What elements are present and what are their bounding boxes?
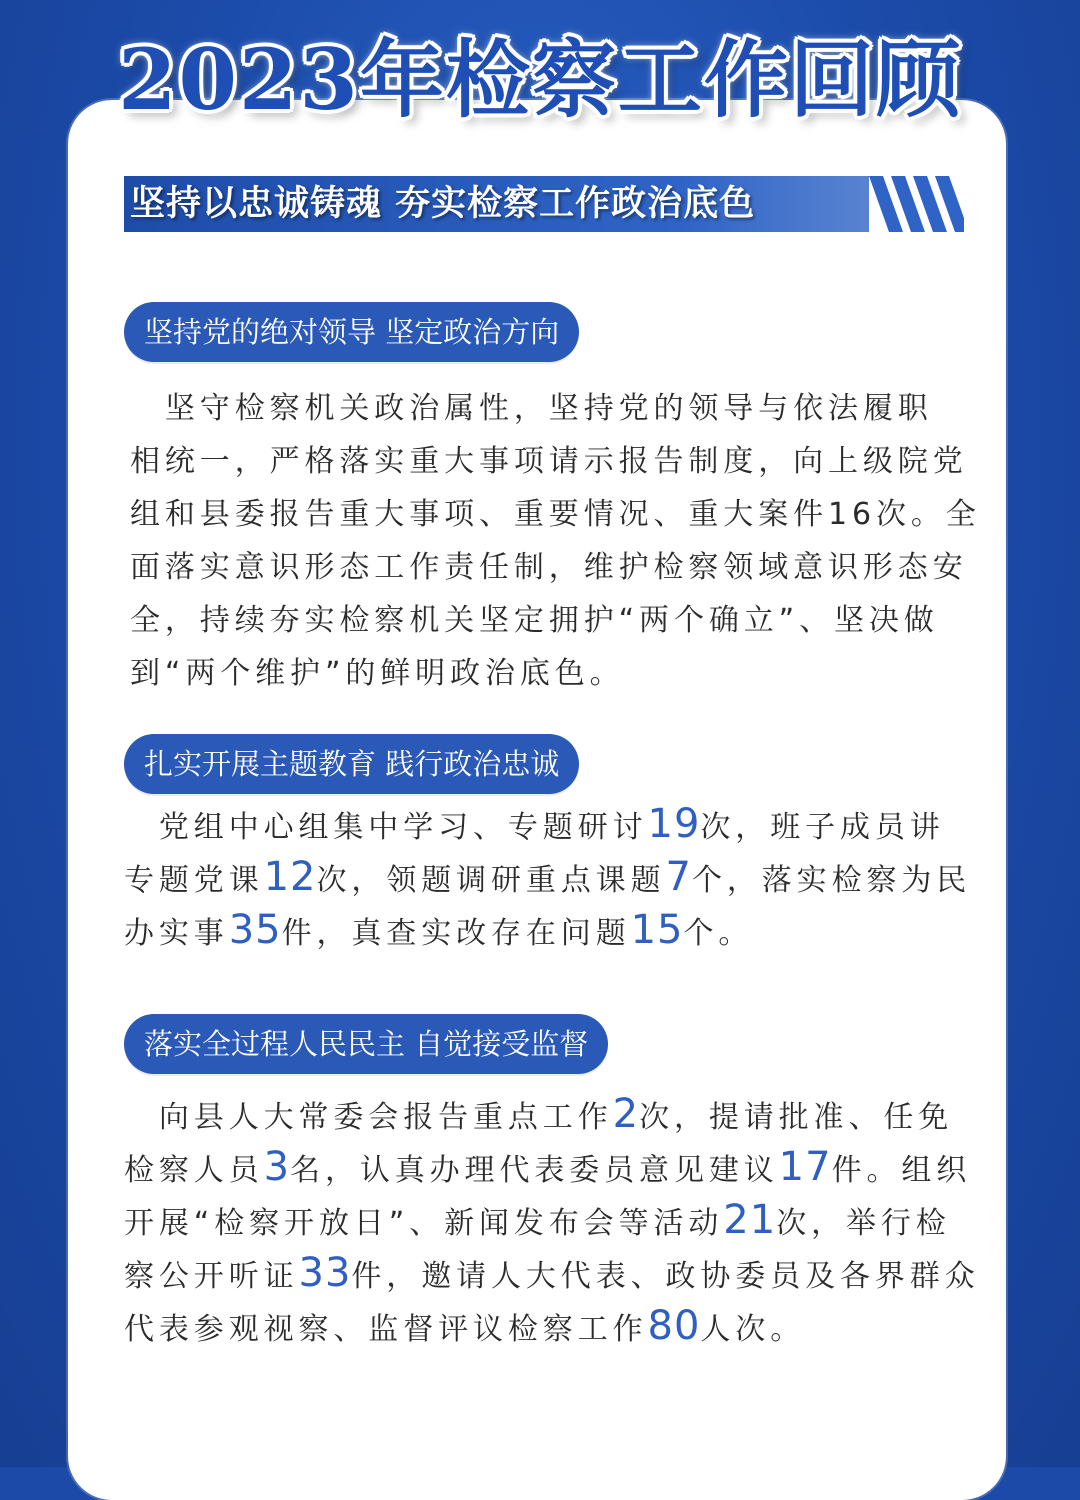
text-run: 代表参观视察、监督评议检察工作 bbox=[124, 1312, 648, 1347]
highlight-number: 19 bbox=[647, 801, 701, 847]
paragraph-leadership bbox=[130, 382, 981, 700]
paragraph-democracy bbox=[124, 1088, 980, 1353]
highlight-number: 21 bbox=[723, 1197, 777, 1243]
paragraph-line bbox=[124, 1141, 980, 1194]
text-run: 向县人大常委会报告重点工作 bbox=[124, 1100, 613, 1135]
paragraph-line bbox=[124, 798, 971, 851]
highlight-number: 80 bbox=[647, 1303, 701, 1349]
page-title: 2023年检察工作回顾 bbox=[118, 30, 962, 129]
subheading-pill-education: 扎实开展主题教育 践行政治忠诚 bbox=[124, 734, 579, 794]
highlight-number: 3 bbox=[263, 1144, 291, 1190]
paragraph-education bbox=[124, 798, 971, 957]
paragraph-line: 相统一，严格落实重大事项请示报告制度，向上级院党 bbox=[130, 444, 968, 479]
highlight-number: 2 bbox=[612, 1091, 640, 1137]
text-run: 件，真查实改存在问题 bbox=[281, 916, 631, 951]
paragraph-line bbox=[124, 1088, 980, 1141]
subheading-pill-leadership: 坚持党的绝对领导 坚定政治方向 bbox=[124, 302, 579, 362]
paragraph-line bbox=[124, 1247, 980, 1300]
text-run: 察公开听证 bbox=[124, 1259, 299, 1294]
paragraph-line: 坚守检察机关政治属性，坚持党的领导与依法履职 bbox=[130, 391, 933, 426]
text-run: 党组中心组集中学习、专题研讨 bbox=[124, 810, 648, 845]
text-run: 名，认真办理代表委员意见建议 bbox=[290, 1153, 779, 1188]
highlight-number: 33 bbox=[298, 1250, 352, 1296]
subheading-pill-democracy: 落实全过程人民民主 自觉接受监督 bbox=[124, 1014, 608, 1074]
highlight-number: 12 bbox=[263, 854, 317, 900]
text-run: 个，落实检察为民 bbox=[691, 863, 972, 898]
stripes-decoration-icon bbox=[869, 176, 964, 232]
text-run: 件，邀请人大代表、政协委员及各界群众 bbox=[351, 1259, 980, 1294]
text-run: 开展“检察开放日”、新闻发布会等活动 bbox=[124, 1206, 724, 1241]
paragraph-line bbox=[124, 1194, 980, 1247]
section-banner bbox=[124, 176, 960, 232]
text-run: 次，班子成员讲 bbox=[700, 810, 945, 845]
text-run: 次，领题调研重点课题 bbox=[316, 863, 666, 898]
paragraph-line: 全，持续夯实检察机关坚定拥护“两个确立”、坚决做 bbox=[130, 603, 939, 638]
text-run: 人次。 bbox=[700, 1312, 806, 1347]
paragraph-line: 到“两个维护”的鲜明政治底色。 bbox=[130, 656, 625, 691]
highlight-number: 15 bbox=[630, 907, 684, 953]
paragraph-line bbox=[124, 851, 971, 904]
highlight-number: 35 bbox=[228, 907, 282, 953]
text-run: 次，提请批准、任免 bbox=[639, 1100, 954, 1135]
text-run: 件。组织 bbox=[831, 1153, 972, 1188]
paragraph-line: 面落实意识形态工作责任制，维护检察领域意识形态安 bbox=[130, 550, 968, 585]
text-run: 次，举行检 bbox=[776, 1206, 951, 1241]
paragraph-line bbox=[124, 1300, 980, 1353]
text-run: 个。 bbox=[683, 916, 754, 951]
paragraph-line bbox=[124, 904, 971, 957]
paragraph-line: 组和县委报告重大事项、重要情况、重大案件16次。全 bbox=[130, 497, 981, 532]
text-run: 检察人员 bbox=[124, 1153, 264, 1188]
text-run: 专题党课 bbox=[124, 863, 264, 898]
highlight-number: 17 bbox=[778, 1144, 832, 1190]
text-run: 办实事 bbox=[124, 916, 229, 951]
section-heading: 坚持以忠诚铸魂 夯实检察工作政治底色 bbox=[130, 183, 756, 224]
highlight-number: 7 bbox=[665, 854, 692, 900]
